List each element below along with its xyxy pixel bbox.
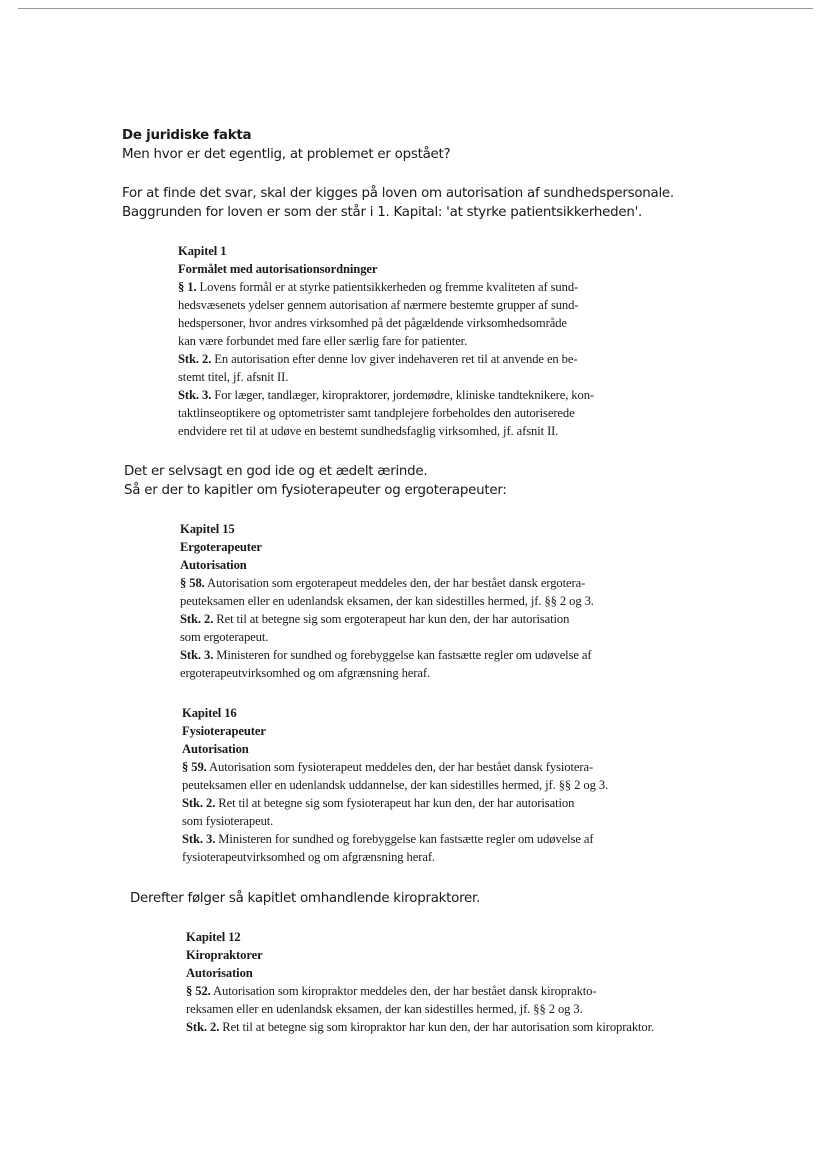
quote-line [178, 314, 594, 332]
section-marker: § 1. [178, 280, 197, 294]
quote-body [180, 574, 594, 682]
section-marker: § 59. [182, 760, 207, 774]
section-marker: Stk. 2. [178, 352, 212, 366]
quote-line [182, 848, 608, 866]
quote-line-text: som fysioterapeut. [182, 814, 274, 828]
quote-line-text: hedsvæsenets ydelser gennem autorisation af nærmere bestemte grupper af sund- [178, 298, 579, 312]
chapter-label: Kapitel 16 [182, 706, 237, 720]
chapter-subtitle: Autorisation [186, 966, 253, 980]
section-marker: Stk. 3. [178, 388, 212, 402]
quote-line [180, 574, 594, 592]
chapter-title: Formålet med autorisationsordninger [178, 262, 378, 276]
quote-line [186, 982, 654, 1000]
quote-line [178, 278, 594, 296]
quote-line-text: kan være forbundet med fare eller særlig fare for patienter. [178, 334, 468, 348]
mid-paragraph [124, 462, 507, 500]
quote-line [186, 1000, 654, 1018]
quote-line-text: Autorisation som fysioterapeut meddeles den, der har bestået dansk fysiotera- [206, 760, 594, 774]
section-marker: Stk. 2. [180, 612, 214, 626]
law-quote-kapitel-12 [186, 928, 654, 1036]
mid-line-2: Så er der to kapitler om fysioterapeuter og ergoterapeuter: [124, 483, 507, 498]
quote-line-text: Lovens formål er at styrke patientsikkerheden og fremme kvaliteten af sund- [196, 280, 579, 294]
quote-line [182, 794, 608, 812]
mid-line-1: Det er selvsagt en god ide og et ædelt ærinde. [124, 464, 428, 479]
quote-line-text: peuteksamen eller en udenlandsk uddannelse, der kan sidestilles hermed, jf. §§ 2 og 3. [182, 778, 609, 792]
quote-line [182, 812, 608, 830]
law-quote-kapitel-16 [182, 704, 608, 866]
quote-line-text: Autorisation som ergoterapeut meddeles den, der har bestået dansk ergotera- [204, 576, 586, 590]
after-paragraph [130, 889, 480, 908]
section-marker: Stk. 3. [180, 648, 214, 662]
quote-line [186, 1018, 654, 1036]
quote-line-text: En autorisation efter denne lov giver indehaveren ret til at anvende en be- [211, 352, 578, 366]
quote-line [178, 422, 594, 440]
intro-question: Men hvor er det egentlig, at problemet er opstået? [122, 147, 451, 162]
quote-line [182, 830, 608, 848]
quote-line [180, 664, 594, 682]
quote-line [178, 296, 594, 314]
section-marker: § 52. [186, 984, 211, 998]
quote-line-text: stemt titel, jf. afsnit II. [178, 370, 289, 384]
quote-line-text: taktlinseoptikere og optometrister samt tandplejere forbeholdes den autoriserede [178, 406, 575, 420]
law-quote-kapitel-15 [180, 520, 594, 682]
quote-body [182, 758, 608, 866]
section-marker: Stk. 2. [182, 796, 216, 810]
intro-paragraph [122, 184, 674, 222]
quote-line [182, 776, 608, 794]
quote-line [182, 758, 608, 776]
section-marker: § 58. [180, 576, 205, 590]
intro-section [122, 126, 450, 164]
quote-line-text: Ministeren for sundhed og forebyggelse kan fastsætte regler om udøvelse af [213, 648, 592, 662]
chapter-title: Ergoterapeuter [180, 540, 262, 554]
quote-line [180, 628, 594, 646]
quote-line-text: peuteksamen eller en udenlandsk eksamen, der kan sidestilles hermed, jf. §§ 2 og 3. [180, 594, 594, 608]
quote-body [186, 982, 654, 1036]
chapter-subtitle: Autorisation [180, 558, 247, 572]
quote-line-text: ergoterapeutvirksomhed og om afgrænsning heraf. [180, 666, 431, 680]
intro-line-2: Baggrunden for loven er som der står i 1. Kapital: 'at styrke patientsikkerheden'. [122, 205, 643, 220]
quote-line-text: Ministeren for sundhed og forebyggelse kan fastsætte regler om udøvelse af [215, 832, 594, 846]
quote-line-text: hedspersoner, hvor andres virksomhed på det pågældende virksomhedsområde [178, 316, 567, 330]
quote-body [178, 278, 594, 440]
quote-line-text: Ret til at betegne sig som ergoterapeut har kun den, der har autorisation [213, 612, 570, 626]
quote-line-text: endvidere ret til at udøve en bestemt sundhedsfaglig virksomhed, jf. afsnit II. [178, 424, 559, 438]
chapter-subtitle: Autorisation [182, 742, 249, 756]
quote-line [180, 646, 594, 664]
chapter-label: Kapitel 12 [186, 930, 241, 944]
quote-line-text: For læger, tandlæger, kiropraktorer, jordemødre, kliniske tandteknikere, kon- [211, 388, 594, 402]
quote-line [178, 368, 594, 386]
quote-line [180, 592, 594, 610]
quote-line-text: som ergoterapeut. [180, 630, 269, 644]
chapter-title: Fysioterapeuter [182, 724, 266, 738]
quote-line [178, 332, 594, 350]
section-marker: Stk. 2. [186, 1020, 220, 1034]
section-heading: De juridiske fakta [122, 128, 252, 143]
law-quote-kapitel-1 [178, 242, 594, 440]
after-line-1: Derefter følger så kapitlet omhandlende kiropraktorer. [130, 891, 481, 906]
quote-line-text: Ret til at betegne sig som kiropraktor har kun den, der har autorisation som kiropraktor. [219, 1020, 655, 1034]
quote-line-text: Autorisation som kiropraktor meddeles den, der har bestået dansk kiroprakto- [210, 984, 597, 998]
quote-line-text: reksamen eller en udenlandsk eksamen, der kan sidestilles hermed, jf. §§ 2 og 3. [186, 1002, 583, 1016]
quote-line [178, 404, 594, 422]
quote-line-text: Ret til at betegne sig som fysioterapeut har kun den, der har autorisation [215, 796, 575, 810]
quote-line [178, 350, 594, 368]
quote-line [178, 386, 594, 404]
chapter-label: Kapitel 15 [180, 522, 235, 536]
quote-line [180, 610, 594, 628]
section-marker: Stk. 3. [182, 832, 216, 846]
chapter-title: Kiropraktorer [186, 948, 263, 962]
chapter-label: Kapitel 1 [178, 244, 227, 258]
top-rule [18, 8, 813, 9]
quote-line-text: fysioterapeutvirksomhed og om afgrænsning heraf. [182, 850, 435, 864]
intro-line-1: For at finde det svar, skal der kigges på loven om autorisation af sundhedspersonale. [122, 186, 674, 201]
